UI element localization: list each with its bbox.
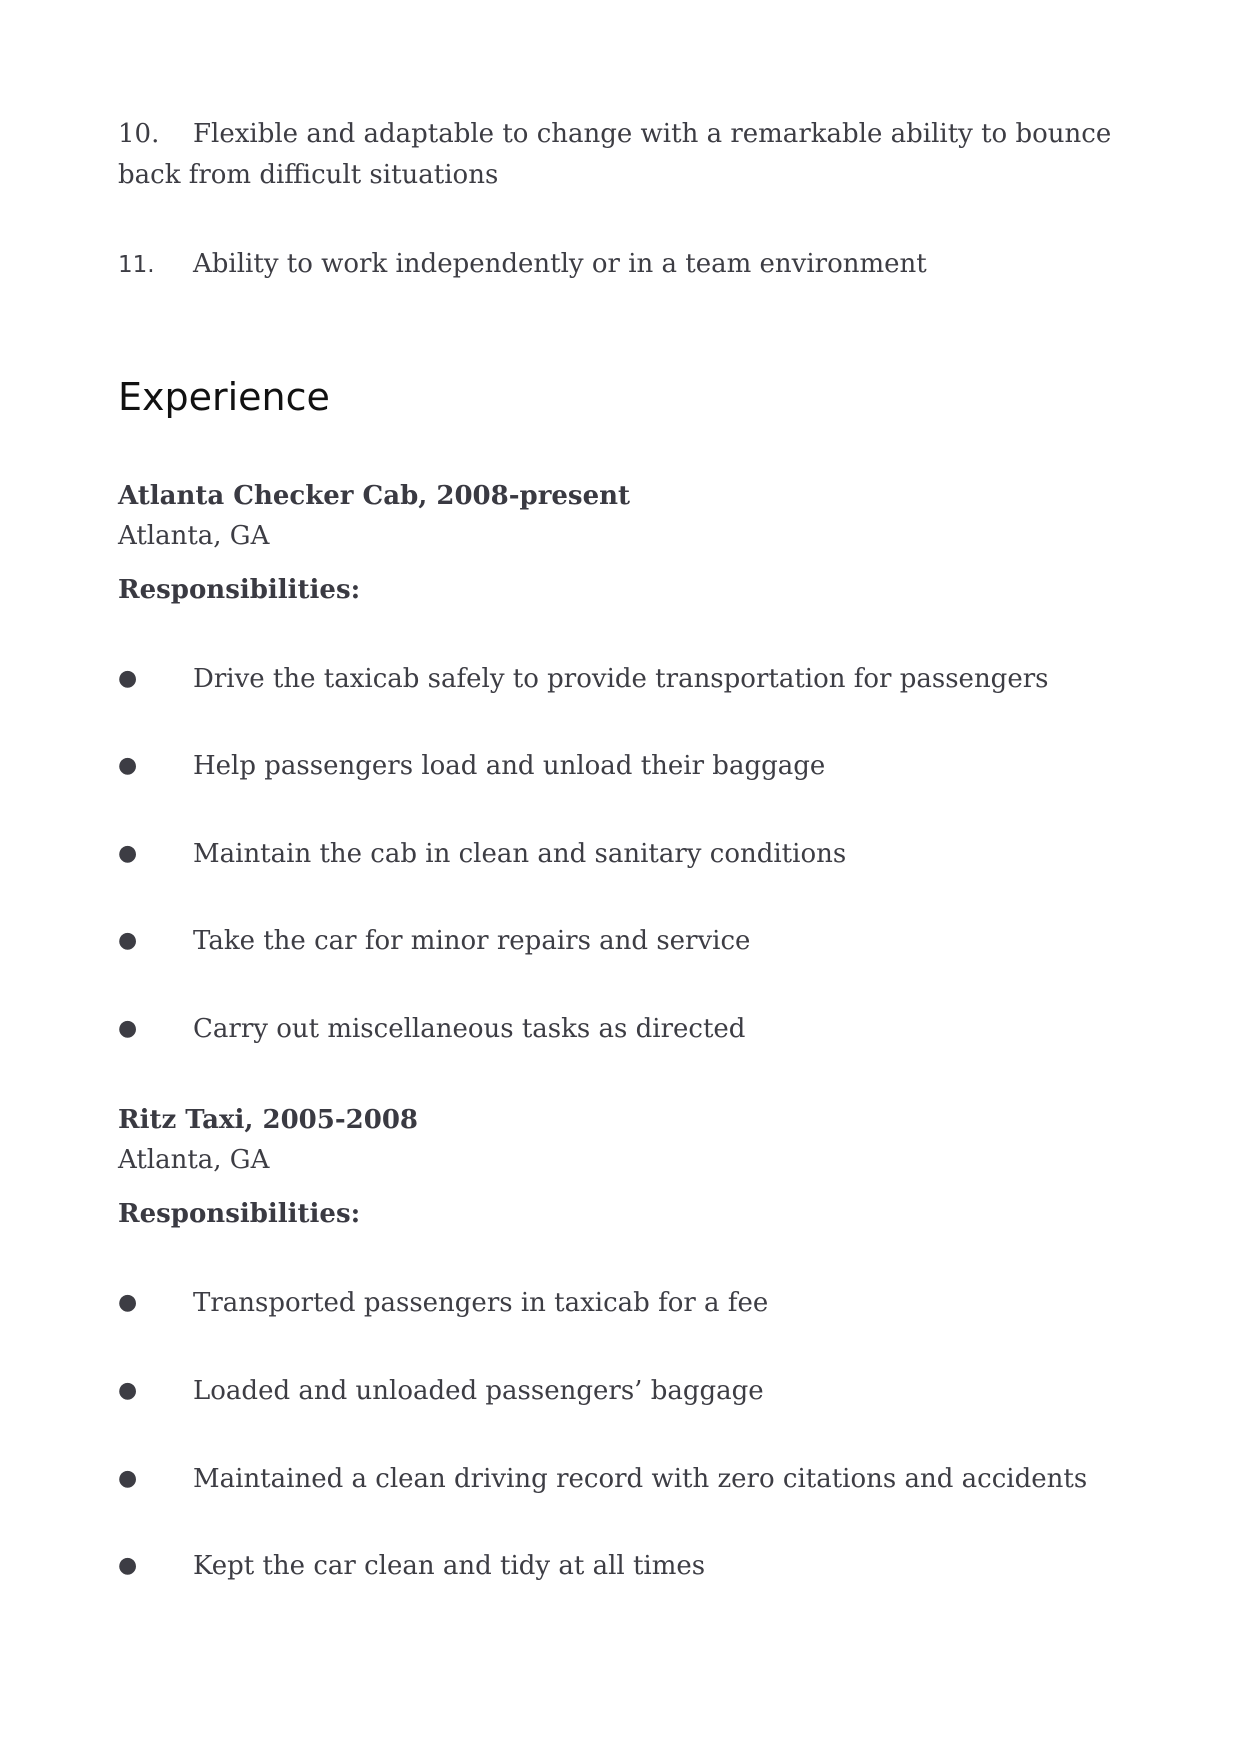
bullet-icon: ●	[118, 666, 138, 691]
list-item: Carry out miscellaneous tasks as directed	[193, 1014, 746, 1044]
list-item: Transported passengers in taxicab for a fee	[193, 1288, 769, 1318]
skill-item-text: Flexible and adaptable to change with a remarkable ability to bounce back from difficult situations	[118, 119, 1112, 190]
bullet-icon: ●	[118, 1466, 138, 1491]
job-title: Ritz Taxi, 2005-2008	[118, 1105, 419, 1135]
bullet-icon: ●	[118, 1290, 138, 1315]
skill-item-text: Ability to work independently or in a team environment	[193, 249, 927, 279]
list-item: Take the car for minor repairs and service	[193, 926, 751, 956]
responsibilities-label: Responsibilities:	[118, 1199, 361, 1229]
bullet-icon: ●	[118, 928, 138, 953]
list-item: Maintain the cab in clean and sanitary conditions	[193, 839, 847, 869]
list-number: 11.	[118, 252, 155, 278]
job-title: Atlanta Checker Cab, 2008-present	[118, 481, 631, 511]
bullet-icon: ●	[118, 1553, 138, 1578]
list-item: Maintained a clean driving record with zero citations and accidents	[193, 1464, 1088, 1494]
bullet-icon: ●	[118, 1016, 138, 1041]
job-location: Atlanta, GA	[118, 1145, 270, 1175]
section-heading-experience: Experience	[118, 375, 330, 419]
bullet-icon: ●	[118, 1378, 138, 1403]
bullet-icon: ●	[118, 753, 138, 778]
job-location: Atlanta, GA	[118, 521, 270, 551]
responsibilities-label: Responsibilities:	[118, 575, 361, 605]
bullet-icon: ●	[118, 841, 138, 866]
list-item: Drive the taxicab safely to provide transportation for passengers	[193, 664, 1049, 694]
list-item: Loaded and unloaded passengers’ baggage	[193, 1376, 764, 1406]
list-number: 10.	[118, 119, 160, 149]
list-item: Help passengers load and unload their baggage	[193, 751, 826, 781]
list-item: Kept the car clean and tidy at all times	[193, 1551, 706, 1581]
